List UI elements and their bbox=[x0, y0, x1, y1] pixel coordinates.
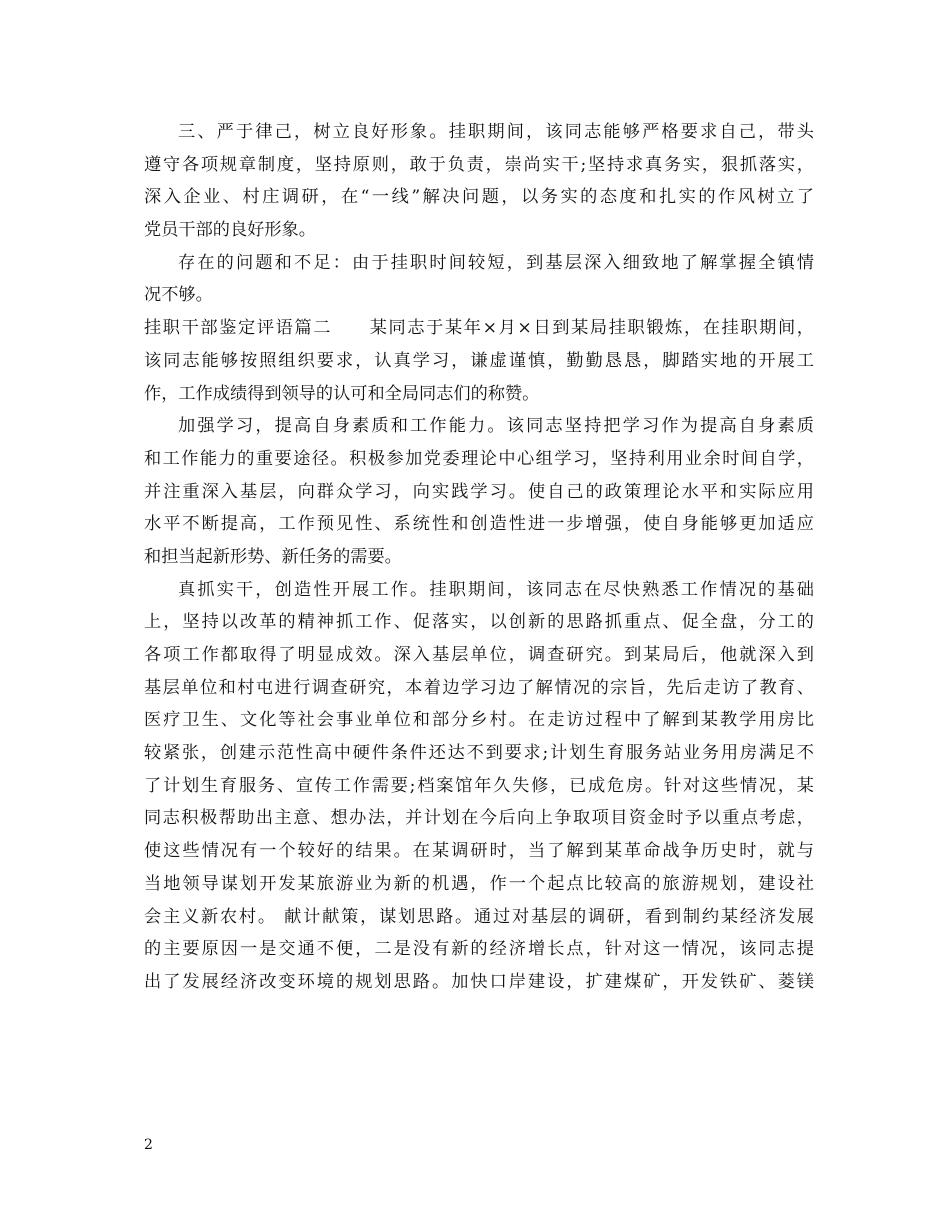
text-line: 了计划生育服务、宣传工作需要;档案馆年久失修，已成危房。针对这些情况，某 bbox=[144, 775, 814, 796]
text-line: 存在的问题和不足：由于挂职时间较短，到基层深入细致地了解掌握全镇情 bbox=[178, 252, 814, 273]
text-line: 和担当起新形势、新任务的需要。 bbox=[144, 546, 402, 567]
text-line: 况不够。 bbox=[144, 285, 213, 306]
page-number: 2 bbox=[144, 1137, 153, 1153]
text-line: 会主义新农村。 献计献策，谋划思路。通过对基层的调研，看到制约某经济发展 bbox=[144, 906, 814, 927]
body-text bbox=[144, 116, 814, 999]
text-line: 医疗卫生、文化等社会事业单位和部分乡村。在走访过程中了解到某教学用房比 bbox=[144, 710, 814, 731]
text-line: 并注重深入基层，向群众学习，向实践学习。使自己的政策理论水平和实际应用 bbox=[144, 481, 814, 502]
text-line: 三、严于律己，树立良好形象。挂职期间，该同志能够严格要求自己，带头 bbox=[178, 122, 814, 142]
paragraph-self-discipline bbox=[144, 116, 814, 247]
text-line: 真抓实干，创造性开展工作。挂职期间，该同志在尽快熟悉工作情况的基础 bbox=[178, 579, 814, 600]
text-line: 同志积极帮助出主意、想办法，并计划在今后向上争取项目资金时予以重点考虑， bbox=[144, 808, 814, 829]
text-line: 遵守各项规章制度，坚持原则，敢于负责，崇尚实干;坚持求真务实，狠抓落实， bbox=[144, 154, 814, 175]
text-line: 党员干部的良好形象。 bbox=[144, 220, 316, 241]
paragraph-evaluation-two bbox=[144, 312, 814, 410]
text-line: 上，坚持以改革的精神抓工作、促落实，以创新的思路抓重点、促全盘，分工的 bbox=[144, 612, 814, 633]
text-line: 基层单位和村屯进行调查研究，本着边学习边了解情况的宗旨，先后走访了教育、 bbox=[144, 677, 814, 698]
text-line: 加强学习，提高自身素质和工作能力。该同志坚持把学习作为提高自身素质 bbox=[178, 416, 814, 437]
text-line: 使这些情况有一个较好的结果。在某调研时，当了解到某革命战争历史时，就与 bbox=[144, 841, 814, 862]
text-line: 深入企业、村庄调研，在“一线”解决问题，以务实的态度和扎实的作风树立了 bbox=[144, 187, 814, 208]
text-line: 该同志能够按照组织要求，认真学习，谦虚谨慎，勤勤恳恳，脚踏实地的开展工 bbox=[144, 350, 814, 371]
section-heading-line: 挂职干部鉴定评语篇二 某同志于某年×月×日到某局挂职锻炼，在挂职期间， bbox=[144, 318, 814, 339]
text-line: 当地领导谋划开发某旅游业为新的机遇，作一个起点比较高的旅游规划，建设社 bbox=[144, 873, 814, 894]
text-line: 各项工作都取得了明显成效。深入基层单位，调查研究。到某局后，他就深入到 bbox=[144, 645, 814, 665]
text-line: 较紧张，创建示范性高中硬件条件还达不到要求;计划生育服务站业务用房满足不 bbox=[144, 743, 814, 764]
text-line: 出了发展经济改变环境的规划思路。加快口岸建设，扩建煤矿，开发铁矿、菱镁 bbox=[144, 971, 814, 992]
text-line: 作，工作成绩得到领导的认可和全局同志们的称赞。 bbox=[144, 383, 540, 404]
paragraph-study bbox=[144, 410, 814, 573]
paragraph-practical-work bbox=[144, 574, 814, 999]
text-line: 水平不断提高，工作预见性、系统性和创造性进一步增强，使自身能够更加适应 bbox=[144, 514, 814, 535]
text-line: 的主要原因一是交通不便，二是没有新的经济增长点，针对这一情况，该同志提 bbox=[144, 939, 814, 960]
paragraph-problems bbox=[144, 247, 814, 312]
text-line: 和工作能力的重要途径。积极参加党委理论中心组学习，坚持利用业余时间自学， bbox=[144, 448, 814, 469]
